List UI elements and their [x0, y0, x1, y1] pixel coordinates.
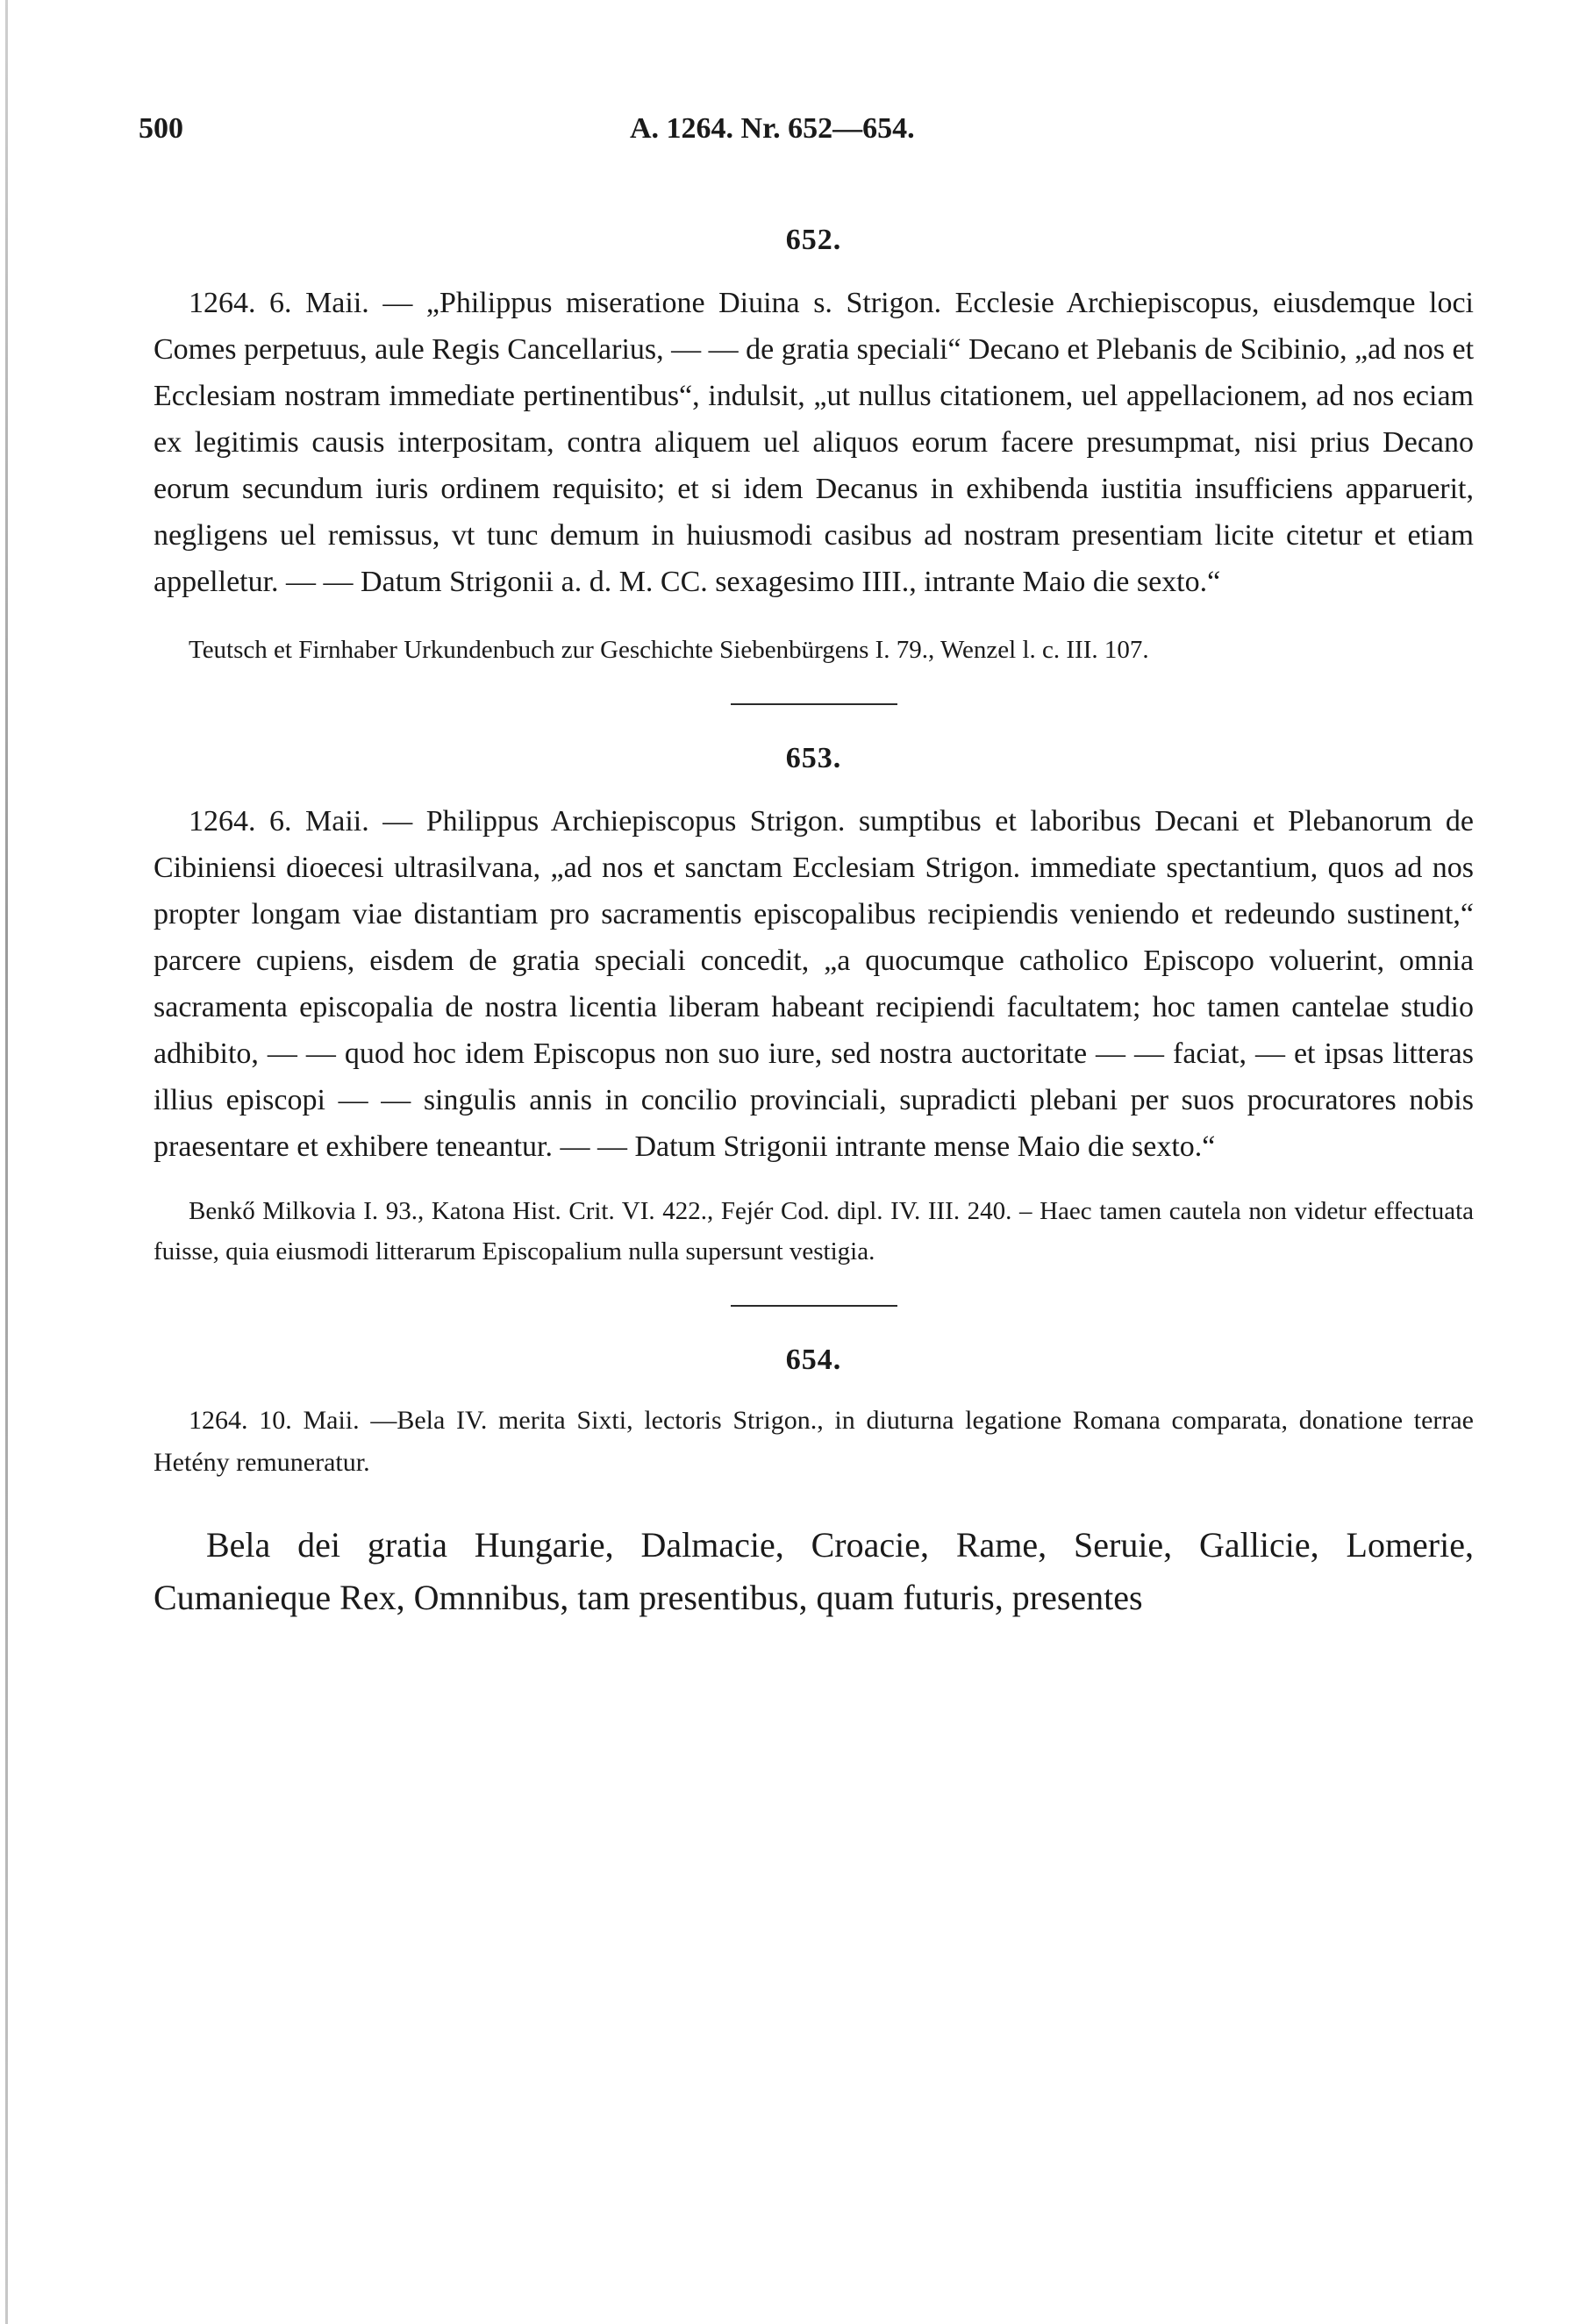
entry-source: Teutsch et Firnhaber Urkundenbuch zur Geschichte Siebenbürgens I. 79., Wenzel l. c. III. 107.	[189, 636, 1149, 664]
entry-653	[154, 742, 1474, 1272]
separator-rule	[731, 1305, 897, 1307]
document-body	[154, 224, 1474, 1624]
entry-text: 1264. 6. Maii. — Philippus Archiepiscopus Strigon. sumptibus et laboribus Decani et Plebanorum de Cibiniensi dioecesi ultrasilvana, „ad nos et sanctam Ecclesiam Strigon. immediate spectantium, quos ad nos propter longam viae distantiam pro sacramentis episcopalibus recipiendis veniendo et redeundo sustinent,“ parcere cupiens, eisdem de gratia speciali concedit, „a quocumque catholico Episcopo voluerint, omnia sacramenta episcopalia de nostra licentia liberam habeant recipiendi facultatem; hoc tamen cantelae studio adhibito, — — quod hoc idem Episcopus non suo iure, sed nostra auctoritate — — faciat, — et ipsas litteras illius episcopi — — singulis annis in concilio provinciali, supradicti plebani per suos procuratores nobis praesentare et exhibere teneantur. — — Datum Strigonii intrante mense Maio die sexto.“	[154, 805, 1474, 1163]
entry-text: 1264. 6. Maii. — „Philippus miseratione Diuina s. Strigon. Ecclesie Archiepiscopus, eiusdemque loci Comes perpetuus, aule Regis Cancellarius, — — de gratia speciali“ Decano et Plebanis de Scibinio, „ad nos et Ecclesiam nostram immediate pertinentibus“, indulsit, „ut nullus citationem, uel appellacionem, ad nos eciam ex legitimis causis interpositam, contra aliquem uel aliquos eorum facere presumpmat, nisi prius Decano eorum secundum iuris ordinem requisito; et si idem Decanus in exhibenda iustitia insufficiens apparuerit, negligens uel remissus, vt tunc demum in huiusmodi casibus ad nostram presentiam licite citetur et etiam appelletur. — — Datum Strigonii a. d. M. CC. sexagesimo IIII., intrante Maio die sexto.“	[154, 287, 1475, 598]
charter-text: Bela dei gratia Hungarie, Dalmacie, Croacie, Rame, Seruie, Gallicie, Lomerie, Cumanieque Rex, Omnnibus, tam presentibus, quam futuris, presentes	[154, 1525, 1474, 1617]
entry-regest: 1264. 10. Maii. —Bela IV. merita Sixti, lectoris Strigon., in diuturna legatione Romana comparata, donatione terrae Hetény remuneratur.	[154, 1406, 1474, 1477]
entry-number: 652.	[785, 224, 842, 256]
separator-rule	[731, 703, 897, 705]
page-number: 500	[139, 112, 183, 145]
running-title: A. 1264. Nr. 652—654.	[630, 112, 915, 145]
entry-number: 653.	[785, 742, 842, 774]
entry-source: Benkő Milkovia I. 93., Katona Hist. Crit. VI. 422., Fejér Cod. dipl. IV. III. 240. – Haec tamen cautela non videtur effectuata fuisse, quia eiusmodi litterarum Episcopalium nulla supersunt vestigia.	[154, 1197, 1474, 1265]
entry-652	[154, 224, 1474, 670]
entry-number: 654.	[785, 1344, 842, 1376]
scan-edge	[5, 0, 8, 2324]
running-head	[139, 112, 1454, 165]
entry-654	[154, 1344, 1474, 1624]
